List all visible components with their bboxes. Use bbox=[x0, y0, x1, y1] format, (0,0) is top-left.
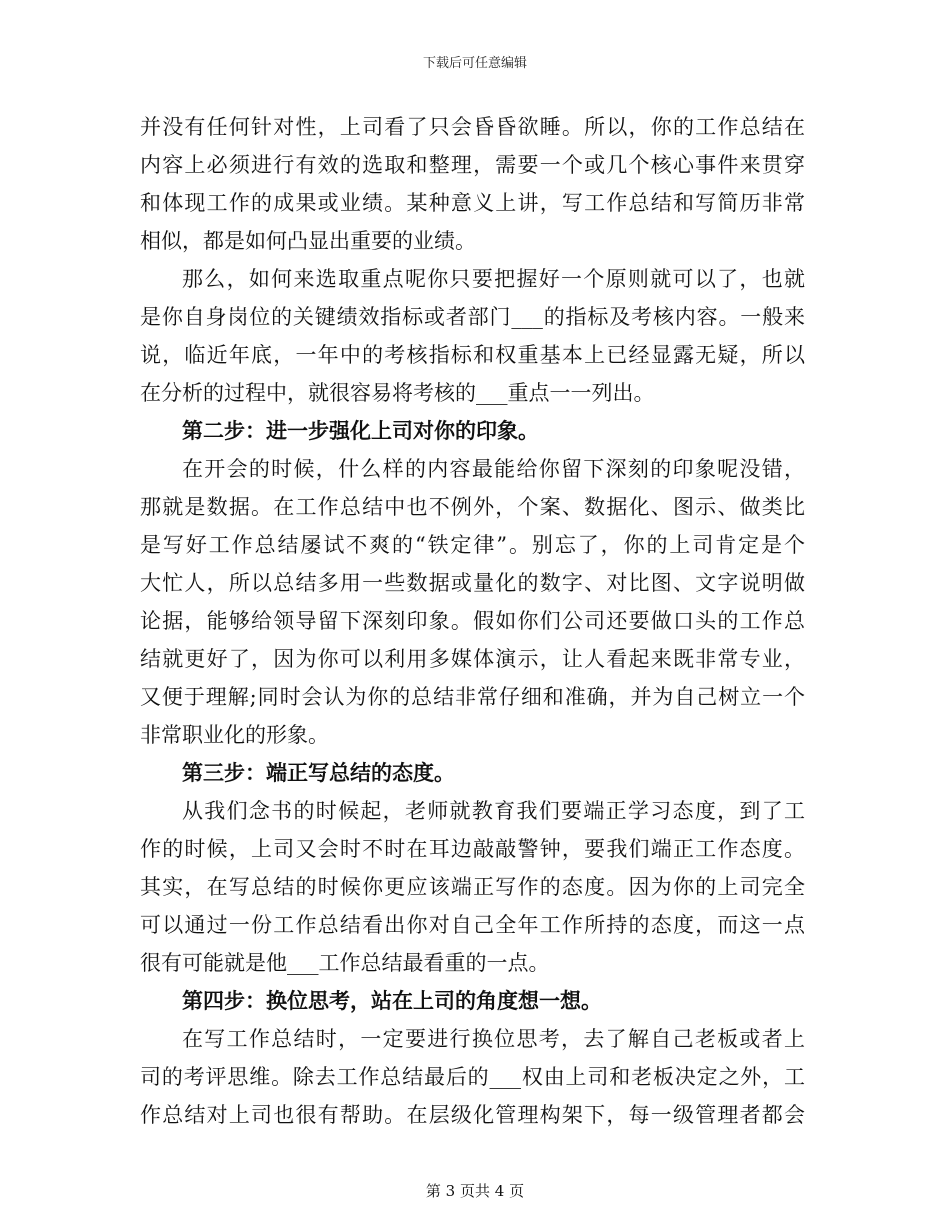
section-heading-line: 第四步：换位思考，站在上司的角度想一想。 bbox=[182, 988, 602, 1013]
page-footer-number: 第 3 页共 4 页 bbox=[425, 1182, 525, 1200]
paragraph-line: 作的时候，上司又会时不时在耳边敲敲警钟，要我们端正工作态度。 bbox=[140, 837, 805, 861]
paragraph-line: 可以通过一份工作总结看出你对自己全年工作所持的态度，而这一点 bbox=[140, 913, 805, 937]
paragraph-line: 其实，在写总结的时候你更应该端正写作的态度。因为你的上司完全 bbox=[140, 875, 805, 899]
page-header-note: 下载后可任意编辑 bbox=[422, 56, 527, 71]
paragraph-line: 结就更好了，因为你可以利用多媒体演示，让人看起来既非常专业， bbox=[140, 647, 805, 671]
paragraph-line: 从我们念书的时候起，老师就教育我们要端正学习态度，到了工 bbox=[182, 799, 805, 823]
paragraph-line: 和体现工作的成果或业绩。某种意义上讲，写工作总结和写简历非常 bbox=[140, 191, 805, 215]
paragraph-line: 在写工作总结时，一定要进行换位思考，去了解自己老板或者上 bbox=[182, 1027, 805, 1051]
paragraph-line: 又便于理解;同时会认为你的总结非常仔细和准确，并为自己树立一个 bbox=[140, 685, 805, 709]
section-heading-line: 第二步：进一步强化上司对你的印象。 bbox=[182, 418, 539, 443]
paragraph-line: 在分析的过程中，就很容易将考核的___重点一一列出。 bbox=[140, 381, 655, 405]
paragraph-line: 说，临近年底，一年中的考核指标和权重基本上已经显露无疑，所以 bbox=[140, 343, 805, 367]
paragraph-line: 并没有任何针对性，上司看了只会昏昏欲睡。所以，你的工作总结在 bbox=[140, 115, 805, 139]
paragraph-line: 相似，都是如何凸显出重要的业绩。 bbox=[140, 229, 476, 253]
paragraph-line: 作总结对上司也很有帮助。在层级化管理构架下，每一级管理者都会 bbox=[140, 1103, 805, 1127]
paragraph-line: 很有可能就是他___工作总结最看重的一点。 bbox=[140, 951, 550, 975]
paragraph-line: 大忙人，所以总结多用一些数据或量化的数字、对比图、文字说明做 bbox=[140, 571, 805, 595]
paragraph-line: 那么，如何来选取重点呢你只要把握好一个原则就可以了，也就 bbox=[182, 267, 805, 291]
paragraph-line: 司的考评思维。除去工作总结最后的___权由上司和老板决定之外，工 bbox=[140, 1065, 805, 1089]
section-heading-line: 第三步：端正写总结的态度。 bbox=[182, 760, 455, 785]
paragraph-line: 在开会的时候，什么样的内容最能给你留下深刻的印象呢没错， bbox=[182, 457, 805, 481]
paragraph-line: 是你自身岗位的关键绩效指标或者部门___的指标及考核内容。一般来 bbox=[140, 305, 805, 329]
paragraph-line: 那就是数据。在工作总结中也不例外，个案、数据化、图示、做类比 bbox=[140, 495, 805, 519]
document-body bbox=[140, 108, 805, 1134]
paragraph-line: 非常职业化的形象。 bbox=[140, 723, 329, 747]
paragraph-line: 是写好工作总结屡试不爽的“铁定律”。别忘了，你的上司肯定是个 bbox=[140, 533, 805, 557]
paragraph-line: 论据，能够给领导留下深刻印象。假如你们公司还要做口头的工作总 bbox=[140, 609, 805, 633]
paragraph-line: 内容上必须进行有效的选取和整理，需要一个或几个核心事件来贯穿 bbox=[140, 153, 805, 177]
